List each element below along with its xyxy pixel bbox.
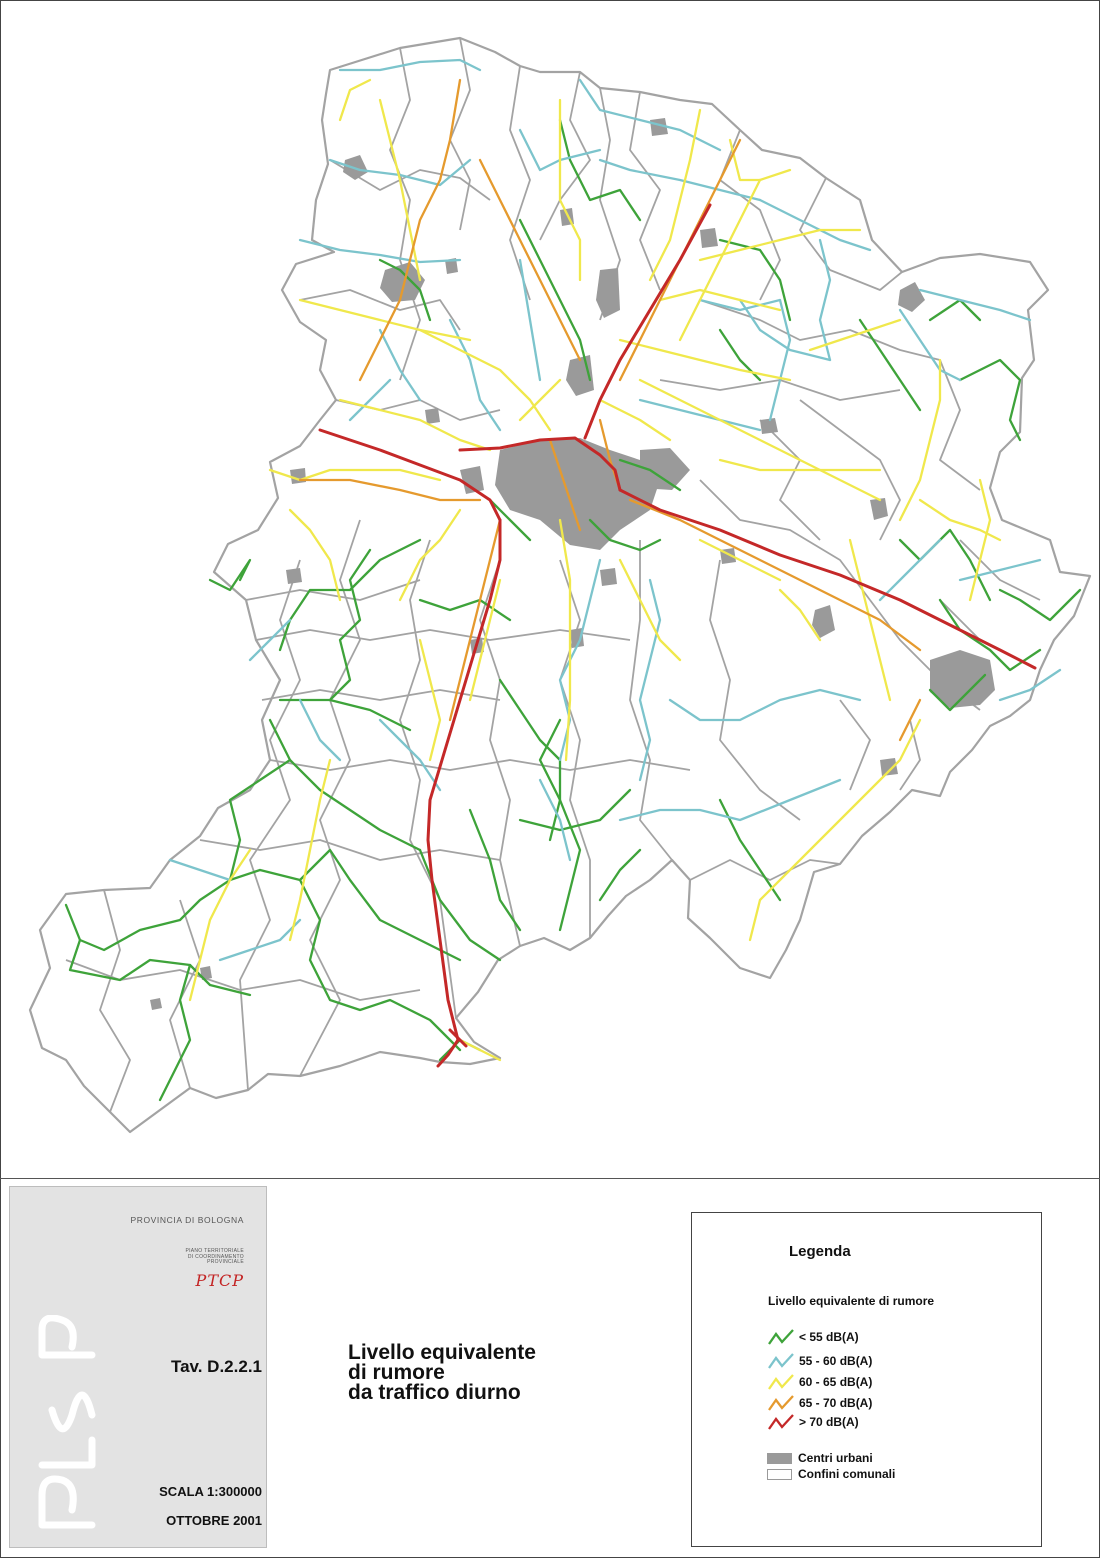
legend-label: 60 - 65 dB(A) bbox=[799, 1375, 873, 1389]
table-id: Tav. D.2.2.1 bbox=[170, 1357, 262, 1376]
province-name: PROVINCIA DI BOLOGNA bbox=[130, 1215, 244, 1225]
legend-item-boundaries bbox=[767, 1465, 895, 1483]
map-title bbox=[348, 1343, 536, 1403]
plan-line-3: PROVINCIALE bbox=[207, 1259, 244, 1265]
line-symbol-icon bbox=[767, 1413, 795, 1431]
map-title-line-1: Livello equivalente bbox=[348, 1341, 536, 1364]
boundary-swatch-icon bbox=[767, 1469, 792, 1480]
legend-item-65-70 bbox=[767, 1394, 872, 1412]
ptcp-logo: PTCP bbox=[195, 1271, 244, 1290]
legend-label: Centri urbani bbox=[798, 1451, 873, 1465]
legend bbox=[691, 1212, 1042, 1547]
legend-item-lt55 bbox=[767, 1328, 859, 1346]
ptcp-watermark-logo bbox=[32, 1315, 102, 1535]
line-symbol-icon bbox=[767, 1373, 795, 1391]
line-symbol-icon bbox=[767, 1394, 795, 1412]
legend-title: Legenda bbox=[789, 1243, 851, 1260]
plan-line-2: DI COORDINAMENTO bbox=[187, 1253, 244, 1260]
map-divider bbox=[0, 1178, 1100, 1179]
legend-label: 65 - 70 dB(A) bbox=[799, 1396, 873, 1410]
legend-label: Confini comunali bbox=[798, 1467, 896, 1481]
line-symbol-icon bbox=[767, 1328, 795, 1346]
legend-label: > 70 dB(A) bbox=[799, 1415, 859, 1429]
map-date: OTTOBRE 2001 bbox=[166, 1513, 262, 1528]
legend-subtitle: Livello equivalente di rumore bbox=[768, 1294, 935, 1308]
line-symbol-icon bbox=[767, 1352, 795, 1370]
legend-label: < 55 dB(A) bbox=[799, 1330, 859, 1344]
map-scale: SCALA 1:300000 bbox=[159, 1484, 262, 1499]
legend-item-60-65 bbox=[767, 1373, 872, 1391]
map-title-line-3: da traffico diurno bbox=[348, 1381, 521, 1404]
legend-item-55-60 bbox=[767, 1352, 872, 1370]
title-block bbox=[9, 1186, 267, 1548]
map-title-line-2: di rumore bbox=[348, 1361, 445, 1384]
plan-line-1: PIANO TERRITORIALE bbox=[185, 1248, 244, 1254]
urban-swatch-icon bbox=[767, 1453, 792, 1464]
legend-item-gt70 bbox=[767, 1413, 859, 1431]
plan-name bbox=[134, 1249, 244, 1266]
legend-label: 55 - 60 dB(A) bbox=[799, 1354, 873, 1368]
